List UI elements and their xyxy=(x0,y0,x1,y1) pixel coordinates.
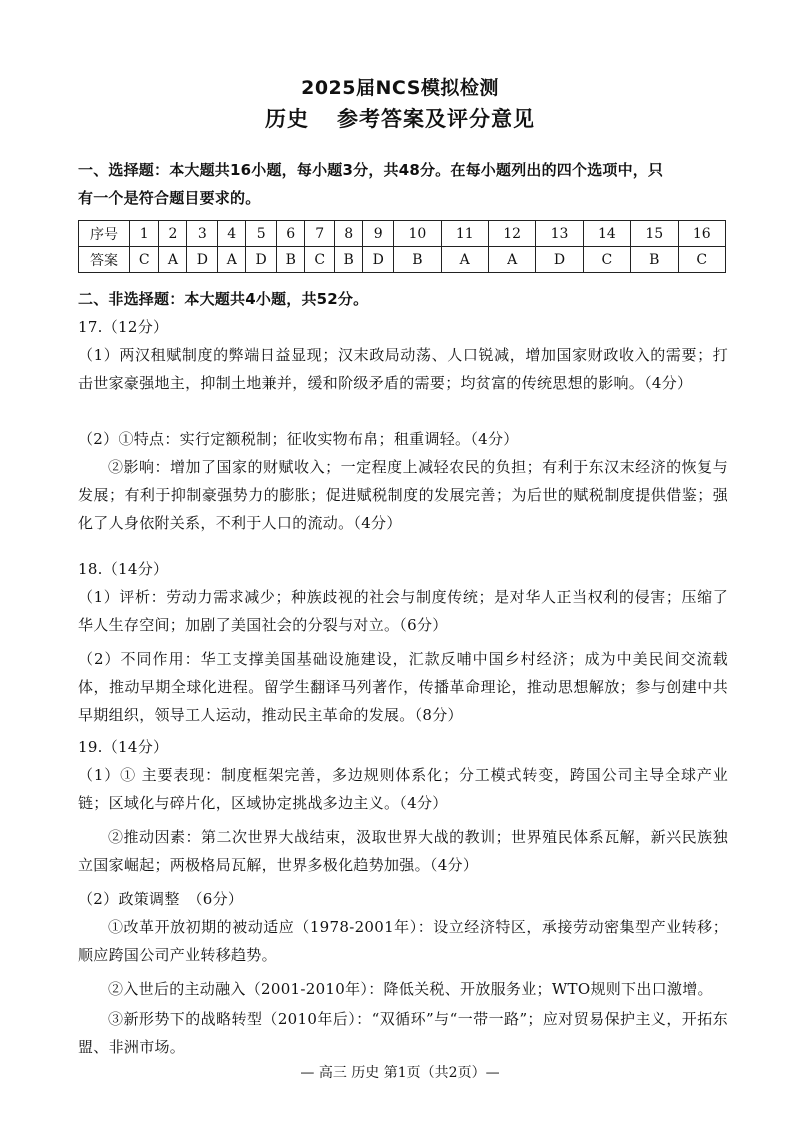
q17-label: 17.（12分） xyxy=(78,318,169,336)
subject-label: 历史 xyxy=(265,107,309,131)
question-number-cell: 2 xyxy=(159,221,187,247)
question-number-cell: 10 xyxy=(394,221,441,247)
question-number-cell: 13 xyxy=(536,221,583,247)
answer-cell: C xyxy=(583,247,630,273)
question-number-cell: 14 xyxy=(583,221,630,247)
question-number-cell: 1 xyxy=(130,221,159,247)
question-number-cell: 15 xyxy=(631,221,678,247)
question-number-cell: 16 xyxy=(678,221,726,247)
row-label-answer: 答案 xyxy=(79,247,130,273)
q17-answer-part1: （1）两汉租赋制度的弊端日益显现；汉末政局动荡、人口锐减，增加国家财政收入的需要；打击世家豪强地主，抑制土地兼并，缓和阶级矛盾的需要；均贫富的传统思想的影响。（4分） xyxy=(78,346,728,392)
q19-label: 19.（14分） xyxy=(78,738,169,756)
section1-heading-line2: 有一个是符合题目要求的。 xyxy=(78,189,261,207)
question-number-cell: 12 xyxy=(488,221,535,247)
answer-cell: C xyxy=(305,247,334,273)
q17-answer-part2-features: （2）①特点：实行定额税制；征收实物布帛；租重调轻。（4分） xyxy=(78,430,519,448)
answer-cell: B xyxy=(334,247,362,273)
q18-answer-part1: （1）评析：劳动力需求减少；种族歧视的社会与制度传统；是对华人正当权利的侵害；压缩了华人生存空间；加剧了美国社会的分裂与对立。（6分） xyxy=(78,588,728,634)
section1-heading-line1: 一、选择题：本大题共16小题，每小题3分，共48分。在每小题列出的四个选项中，只 xyxy=(78,161,664,179)
question-number-cell: 3 xyxy=(187,221,218,247)
answer-cell: A xyxy=(488,247,535,273)
q19-policy-stage3: ③新形势下的战略转型（2010年后）：“双循环”与“一带一路”；应对贸易保护主义，开拓东盟、非洲市场。 xyxy=(78,1010,728,1056)
answer-cell: D xyxy=(363,247,394,273)
answer-table-answer-row xyxy=(79,247,726,273)
answer-cell: D xyxy=(187,247,218,273)
section2-heading: 二、非选择题：本大题共4小题，共52分。 xyxy=(78,290,369,308)
answer-key-subtitle: 参考答案及评分意见 xyxy=(337,107,535,131)
q19-answer-part1-performance: （1）① 主要表现：制度框架完善，多边规则体系化；分工模式转变，跨国公司主导全球产业链；区域化与碎片化，区域协定挑战多边主义。（4分） xyxy=(78,766,728,812)
document-subtitle-line xyxy=(0,106,800,132)
question-number-cell: 11 xyxy=(441,221,488,247)
answer-cell: B xyxy=(277,247,305,273)
question-number-cell: 8 xyxy=(334,221,362,247)
q18-label: 18.（14分） xyxy=(78,560,169,578)
answer-cell: C xyxy=(130,247,159,273)
question-number-cell: 9 xyxy=(363,221,394,247)
answer-cell: B xyxy=(631,247,678,273)
answer-cell: D xyxy=(246,247,277,273)
row-label-number: 序号 xyxy=(79,221,130,247)
question-number-cell: 7 xyxy=(305,221,334,247)
answer-cell: B xyxy=(394,247,441,273)
document-title: 2025届NCS模拟检测 xyxy=(301,77,499,99)
answer-cell: A xyxy=(218,247,246,273)
q19-policy-stage2: ②入世后的主动融入（2001-2010年）：降低关税、开放服务业；WTO规则下出口激增。 xyxy=(108,980,713,998)
answer-cell: A xyxy=(441,247,488,273)
page-footer: — 高三 历史 第1页（共2页）— xyxy=(300,1065,500,1081)
answer-cell: D xyxy=(536,247,583,273)
answer-table-number-row xyxy=(79,221,726,247)
question-number-cell: 6 xyxy=(277,221,305,247)
answer-cell: C xyxy=(678,247,726,273)
question-number-cell: 4 xyxy=(218,221,246,247)
question-number-cell: 5 xyxy=(246,221,277,247)
q19-policy-stage1: ①改革开放初期的被动适应（1978-2001年）：设立经济特区，承接劳动密集型产业转移；顺应跨国公司产业转移趋势。 xyxy=(78,918,728,964)
q19-answer-part2-heading: （2）政策调整 （6分） xyxy=(78,890,244,908)
answer-table xyxy=(78,220,726,273)
q17-answer-part2-impact: ②影响：增加了国家的财赋收入；一定程度上减轻农民的负担；有利于东汉末经济的恢复与发展；有利于抑制豪强势力的膨胀；促进赋税制度的发展完善；为后世的赋税制度提供借鉴；强化了人身依附关系，不利于人口的流动。（4分） xyxy=(78,458,728,532)
q18-answer-part2: （2）不同作用：华工支撑美国基础设施建设，汇款反哺中国乡村经济；成为中美民间交流载体，推动早期全球化进程。留学生翻译马列著作，传播革命理论，推动思想解放；参与创建中共早期组织，领导工人运动，推动民主革命的发展。（8分） xyxy=(78,650,728,724)
answer-cell: A xyxy=(159,247,187,273)
q19-answer-part1-factors: ②推动因素：第二次世界大战结束，汲取世界大战的教训；世界殖民体系瓦解，新兴民族独立国家崛起；两极格局瓦解，世界多极化趋势加强。（4分） xyxy=(78,828,728,874)
